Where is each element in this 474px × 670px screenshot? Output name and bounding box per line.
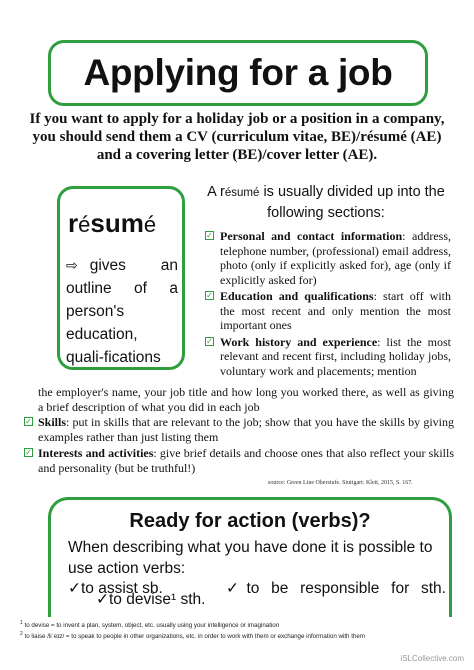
resume-word (68, 208, 156, 239)
resume-description (66, 254, 178, 369)
section-label: Education and qualifications (220, 289, 374, 303)
sections-list-lower (24, 415, 454, 477)
verb-item: ✓to be responsible for sth. (226, 580, 446, 597)
section-continuation: the employer's name, your job title and how long you worked there, as well as giving a brief description of what you did in each job (38, 385, 454, 414)
watermark: iSLCollective.com (400, 654, 464, 663)
list-item (205, 335, 451, 379)
section-text: : list the most relevant and recent first, including holiday jobs, voluntary work and placements; mention (220, 334, 451, 378)
section-text: : address, telephone number, (professional) email address, photo (only if explicitly asked for), age (only if explicitly asked for) (220, 229, 451, 287)
list-item (24, 415, 454, 444)
page-title: Applying for a job (83, 52, 393, 93)
sections-heading (196, 182, 456, 223)
section-label: Personal and contact information (220, 229, 403, 243)
verb-item-clipped (96, 591, 216, 608)
verb-item: ✓to devise¹ sth. (96, 591, 206, 608)
footnotes (20, 617, 460, 641)
resume-word-accent-2: é (143, 212, 157, 237)
list-item (24, 446, 454, 475)
resume-word-sum: sum (90, 208, 144, 238)
section-label: Interests and activities (38, 446, 154, 460)
sections-list (205, 229, 451, 380)
checkbox-icon: ✓ (206, 291, 213, 300)
checkbox-icon: ✓ (206, 336, 213, 346)
footnote-number: 1 (20, 620, 23, 626)
list-item (205, 289, 451, 333)
resume-word-r: r (68, 208, 79, 238)
footnote-text: to devise = to invent a plan, system, object, etc. usually using your intelligence or imagination (22, 622, 280, 630)
section-text: : put in skills that are relevant to the job; show that you have the skills by giving examples rather than just listing them (38, 415, 454, 444)
checkbox-icon: ✓ (25, 448, 32, 457)
section-label: Skills (38, 415, 67, 429)
section-text: : start off with the most recent and only mention the most important ones (220, 289, 452, 332)
arrow-right-icon: ⇨ (66, 257, 78, 273)
action-text: When describing what you have done it is possible to use action verbs: (68, 539, 433, 577)
checkbox-icon: ✓ (206, 231, 213, 240)
sections-heading-accent: ésumé (224, 187, 260, 199)
section-text: : give brief details and choose ones that also reflect your skills and personality (but be truthful!) (38, 446, 454, 475)
checkbox-icon: ✓ (25, 417, 32, 426)
action-title: Ready for action (verbs)? (129, 510, 371, 532)
footnote (20, 630, 460, 641)
footnote-number: 2 (20, 631, 23, 638)
section-label: Work history and experience (220, 334, 378, 349)
list-item (205, 229, 451, 287)
title-box (48, 40, 428, 106)
footnote-text: to liaise /liˈeɪz/ = to speak to people in other organizations, etc. in order to work with them or exchange information with them (22, 633, 365, 641)
sections-heading-part1: A r (207, 184, 225, 200)
resume-word-accent-1: é (78, 212, 91, 237)
sections-heading-part2: is usually divided up into the following sections: (259, 184, 445, 221)
verb-item: ✓to assist sb. (68, 580, 163, 597)
intro-text: If you want to apply for a holiday job or a position in a company, you should send them a CV (curriculum vitae, BE)/résumé (AE) and a covering letter (BE)/cover letter (AE). (29, 111, 445, 163)
footnote (20, 619, 460, 630)
source-citation: source: Green Line Oberstufe. Stuttgart: Klett, 2015, S. 167. (268, 480, 413, 486)
resume-description-text: gives an outline of a person's education, quali-fications (66, 257, 178, 366)
